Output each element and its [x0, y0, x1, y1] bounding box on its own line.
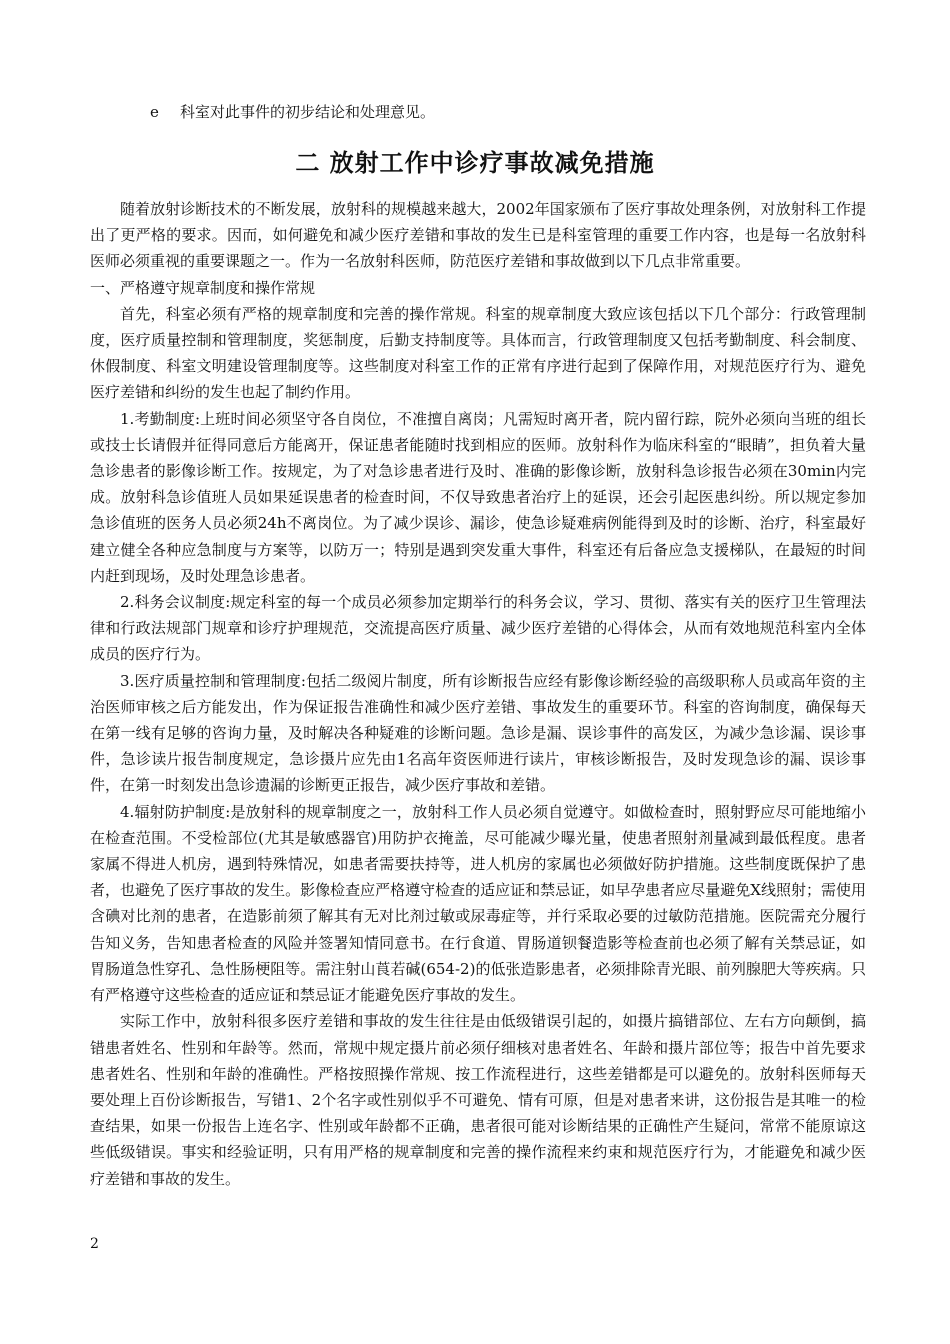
list-marker: e	[150, 103, 159, 121]
meeting-paragraph: 2.科务会议制度:规定科室的每一个成员必须参加定期举行的科务会议，学习、贯彻、落实有关的医疗卫生管理法律和行政法规部门规章和诊疗护理规范，交流提高医疗质量、减少医疗差错的心得体会，从而有效地规范科室内全体成员的医疗行为。	[90, 593, 866, 664]
list-item-e	[150, 100, 435, 124]
subsection-heading: 一、严格遵守规章制度和操作常规	[90, 278, 316, 297]
intro-paragraph: 随着放射诊断技术的不断发展，放射科的规模越来越大，2002年国家颁布了医疗事故处理条例，对放射科工作提出了更严格的要求。因而，如何避免和减少医疗差错和事故的发生已是科室管理的重要工作内容，也是每一名放射科医师必须重视的重要课题之一。作为一名放射科医师，防范医疗差错和事故做到以下几点非常重要。	[90, 200, 866, 271]
body-text	[90, 196, 866, 1192]
attendance-paragraph: 1.考勤制度:上班时间必须坚守各自岗位，不准擅自离岗；凡需短时离开者，院内留行踪，院外必须向当班的组长或技士长请假并征得同意后方能离开，保证患者能随时找到相应的医师。放射科作为临床科室的“眼睛”，担负着大量急诊患者的影像诊断工作。按规定，为了对急诊患者进行及时、准确的影像诊断，放射科急诊报告必须在30min内完成。放射科急诊值班人员如果延误患者的检查时间，不仅导致患者治疗上的延误，还会引起医患纠纷。所以规定参加急诊值班的医务人员必须24h不离岗位。为了减少误诊、漏诊，使急诊疑难病例能得到及时的诊断、治疗，科室最好建立健全各种应急制度与方案等，以防万一；特别是遇到突发重大事件，科室还有后备应急支援梯队，在最短的时间内赶到现场，及时处理急诊患者。	[90, 409, 866, 585]
rules-paragraph: 首先，科室必须有严格的规章制度和完善的操作常规。科室的规章制度大致应该包括以下几个部分：行政管理制度，医疗质量控制和管理制度，奖惩制度，后勤支持制度等。具体而言，行政管理制度又包括考勤制度、科会制度、休假制度、科室文明建设管理制度等。这些制度对科室工作的正常有序进行起到了保障作用，对规范医疗行为、避免医疗差错和纠纷的发生也起了制约作用。	[90, 304, 866, 402]
radiation-protection-paragraph: 4.辐射防护制度:是放射科的规章制度之一，放射科工作人员必须自觉遵守。如做检查时，照射野应尽可能地缩小在检查范围。不受检部位(尤其是敏感器官)用防护衣掩盖，尽可能减少曝光量，使患者照射剂量减到最低程度。患者家属不得进人机房，遇到特殊情况，如患者需要扶持等，进人机房的家属也必须做好防护措施。这些制度既保护了患者，也避免了医疗事故的发生。影像检查应严格遵守检查的适应证和禁忌证，如早孕患者应尽量避免X线照射；需使用含碘对比剂的患者，在造影前须了解其有无对比剂过敏或尿毒症等，并行采取必要的过敏防范措施。医院需充分履行告知义务，告知患者检查的风险并签署知情同意书。在行食道、胃肠道钡餐造影等检查前也必须了解有关禁忌证，如胃肠道急性穿孔、急性肠梗阻等。需注射山莨若碱(654-2)的低张造影患者，必须排除青光眼、前列腺肥大等疾病。只有严格遵守这些检查的适应证和禁忌证才能避免医疗事故的发生。	[90, 802, 866, 1005]
practice-paragraph: 实际工作中，放射科很多医疗差错和事故的发生往往是由低级错误引起的，如摄片搞错部位、左右方向颠倒，搞错患者姓名、性别和年龄等。然而，常规中规定摄片前必须仔细核对患者姓名、年龄和摄片部位等；报告中首先要求患者姓名、性别和年龄的准确性。严格按照操作常规、按工作流程进行，这些差错都是可以避免的。放射科医师每天要处理上百份诊断报告，写错1、2个名字或性别似乎不可避免、情有可原，但是对患者来讲，这份报告是其唯一的检查结果，如果一份报告上连名字、性别或年龄都不正确，患者很可能对诊断结果的正确性产生疑问，常常不能原谅这些低级错误。事实和经验证明，只有用严格的规章制度和完善的操作流程来约束和规范医疗行为，才能避免和减少医疗差错和事故的发生。	[90, 1012, 866, 1188]
list-item-text: 科室对此事件的初步结论和处理意见。	[180, 103, 436, 121]
section-title: 二 放射工作中诊疗事故减免措施	[295, 149, 655, 177]
quality-control-paragraph: 3.医疗质量控制和管理制度:包括二级阅片制度，所有诊断报告应经有影像诊断经验的高级职称人员或高年资的主治医师审核之后方能发出，作为保证报告准确性和减少医疗差错、事故发生的重要环节。科室的咨询制度，确保每天在第一线有足够的咨询力量，及时解决各种疑难的诊断问题。急诊是漏、误诊事件的高发区，为减少急诊漏、误诊事件，急诊读片报告制度规定，急诊摄片应先由1名高年资医师进行读片，审核诊断报告，及时发现急诊的漏、误诊事件，在第一时刻发出急诊遗漏的诊断更正报告，减少医疗事故和差错。	[90, 671, 866, 795]
page-number: 2	[90, 1236, 99, 1252]
